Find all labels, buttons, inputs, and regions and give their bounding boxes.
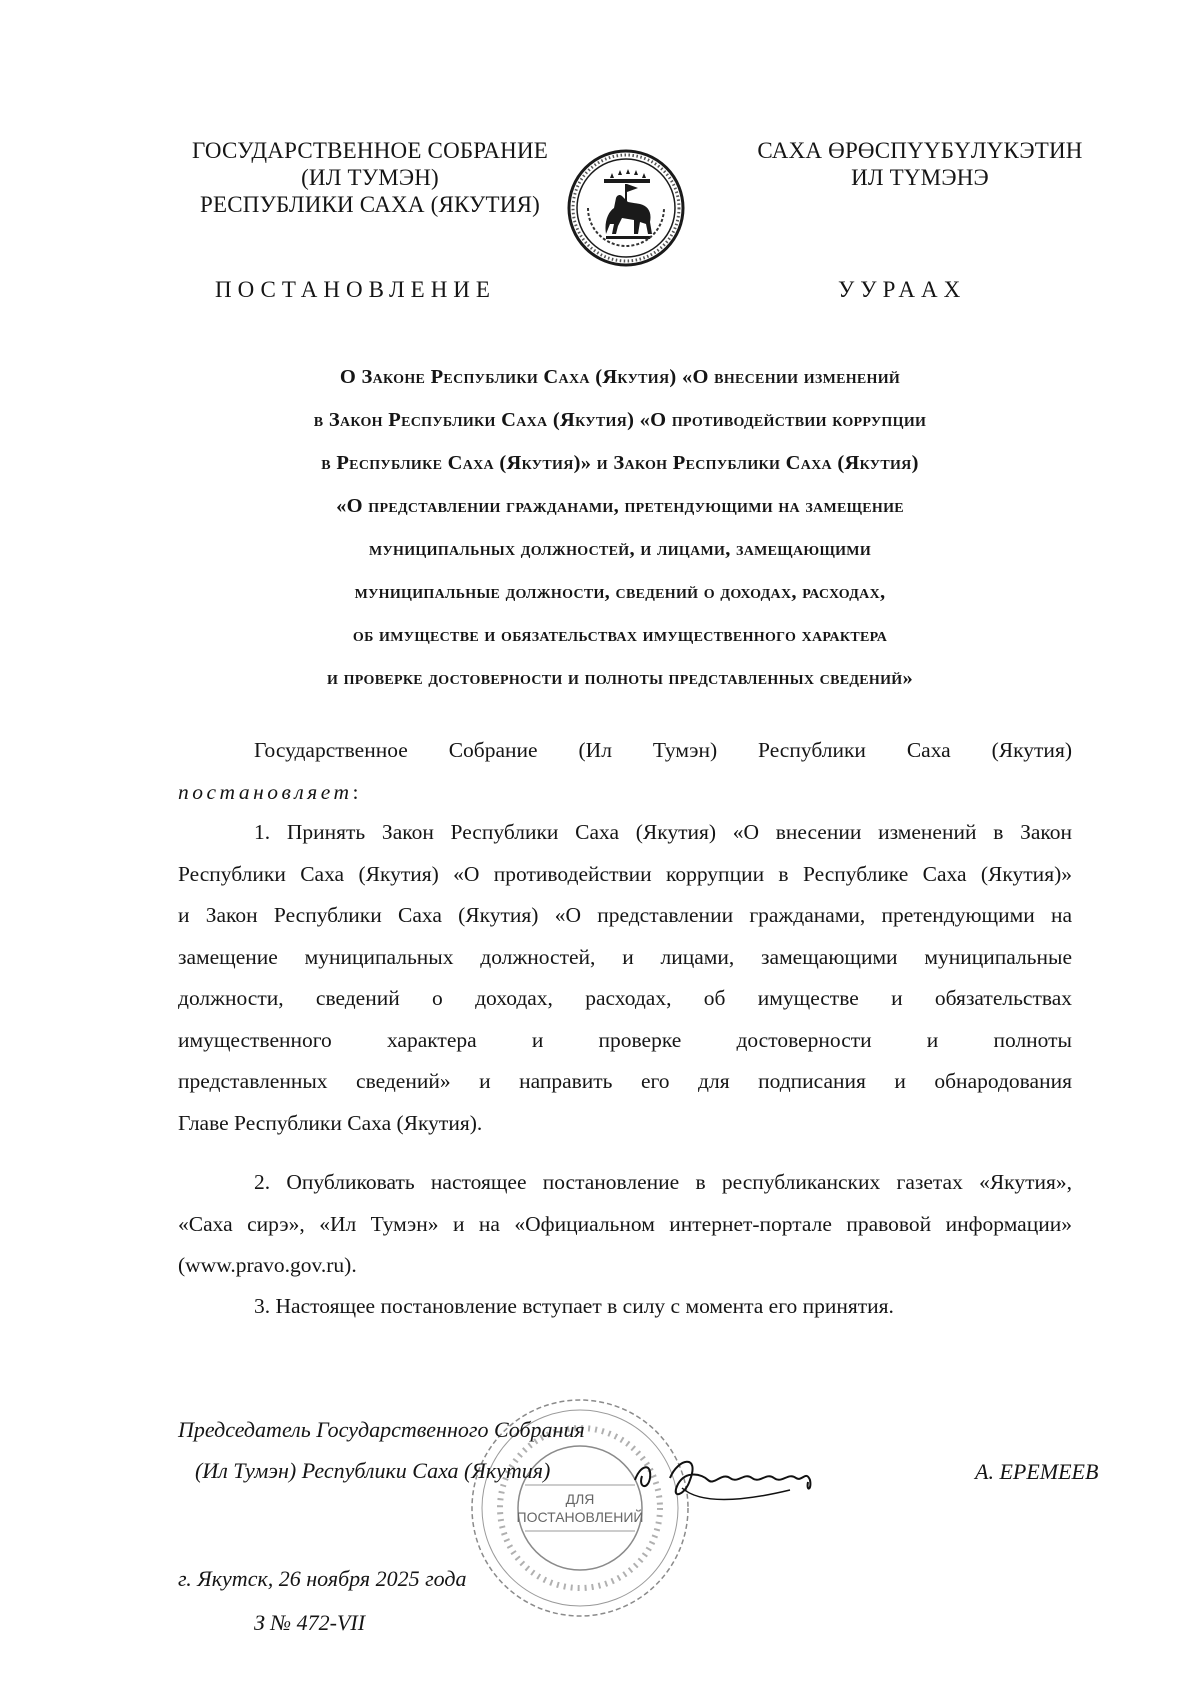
- paragraph-line: 2. Опубликовать настоящее постановление в республиканских газетах «Якутия»,: [254, 1170, 1072, 1194]
- preamble-decision-line: [178, 772, 1072, 814]
- document-type-yakut: УУРААХ: [838, 277, 967, 302]
- title-line: об имуществе и обязательствах имущественного характера: [352, 624, 888, 646]
- issuer-line: (ИЛ ТУМЭН): [301, 165, 439, 190]
- paragraph-1: [178, 812, 1072, 1144]
- title-line: в Закон Республики Саха (Якутия) «О противодействии коррупции: [313, 409, 927, 431]
- signatory-position: Председатель Государственного Собрания: [178, 1417, 585, 1442]
- paragraph-line: 3. Настоящее постановление вступает в силу с момента его принятия.: [254, 1294, 894, 1318]
- title-line: О Законе Республики Саха (Якутия) «О внесении изменений: [339, 366, 901, 388]
- handwritten-signature: [630, 1440, 910, 1510]
- signatory-position: (Ил Тумэн) Республики Саха (Якутия): [195, 1458, 551, 1483]
- stamp-text: ПОСТАНОВЛЕНИЙ: [516, 1509, 644, 1525]
- paragraph-3: [178, 1286, 1072, 1328]
- issuer-name-russian: [160, 137, 580, 218]
- paragraph-line: представленных сведений» и направить его для подписания и обнародования: [178, 1069, 1072, 1093]
- title-line: муниципальных должностей, и лицами, замещающими: [368, 538, 872, 560]
- paragraph-line: (www.pravo.gov.ru).: [178, 1253, 357, 1277]
- paragraph-line: «Саха сирэ», «Ил Тумэн» и на «Официальном интернет-портале правовой информации»: [178, 1211, 1072, 1236]
- document-title: [180, 362, 1060, 706]
- colon: :: [352, 779, 359, 804]
- issuer-line: ГОСУДАРСТВЕННОЕ СОБРАНИЕ: [191, 138, 549, 163]
- issuer-line: РЕСПУБЛИКИ САХА (ЯКУТИЯ): [199, 192, 541, 217]
- paragraph-line: замещение муниципальных должностей, и лицами, замещающими муниципальные: [178, 944, 1072, 969]
- paragraph-line: имущественного характера и проверке достоверности и полноты: [178, 1027, 1072, 1052]
- preamble-line: Государственное Собрание (Ил Тумэн) Республики Саха (Якутия): [254, 738, 1072, 762]
- document-type-russian: ПОСТАНОВЛЕНИЕ: [215, 277, 496, 302]
- paragraph-line: Главе Республики Саха (Якутия).: [178, 1110, 483, 1135]
- decides-word: постановляет: [178, 779, 353, 804]
- title-line: муниципальные должности, сведений о доходах, расходах,: [354, 581, 886, 603]
- paragraph-line: Республики Саха (Якутия) «О противодействии коррупции в Республике Саха (Якутия)»: [178, 861, 1072, 886]
- paragraph-line: и Закон Республики Саха (Якутия) «О представлении гражданами, претендующими на: [178, 903, 1072, 927]
- coat-of-arms-emblem: [566, 148, 686, 268]
- preamble: [178, 730, 1072, 813]
- title-line: и проверке достоверности и полноты представленных сведений»: [326, 667, 914, 689]
- issuer-line: САХА ӨРӨСПҮҮБҮЛҮКЭТИН: [757, 138, 1083, 163]
- paragraph-line: 1. Принять Закон Республики Саха (Якутия) «О внесении изменений в Закон: [254, 820, 1072, 844]
- issuer-line: ИЛ ТҮМЭНЭ: [851, 165, 989, 190]
- paragraph-2: [178, 1162, 1072, 1287]
- title-line: «О представлении гражданами, претендующими на замещение: [336, 495, 904, 517]
- title-line: в Республике Саха (Якутия)» и Закон Республики Саха (Якутия): [321, 452, 919, 474]
- stamp-text: ДЛЯ: [565, 1491, 595, 1507]
- document-number: З № 472-VII: [254, 1610, 366, 1635]
- paragraph-line: должности, сведений о доходах, расходах, об имуществе и обязательствах: [178, 986, 1072, 1010]
- issuer-name-yakut: [720, 137, 1120, 191]
- place-and-date: г. Якутск, 26 ноября 2025 года: [178, 1566, 467, 1591]
- signatory-name: А. ЕРЕМЕЕВ: [975, 1459, 1099, 1484]
